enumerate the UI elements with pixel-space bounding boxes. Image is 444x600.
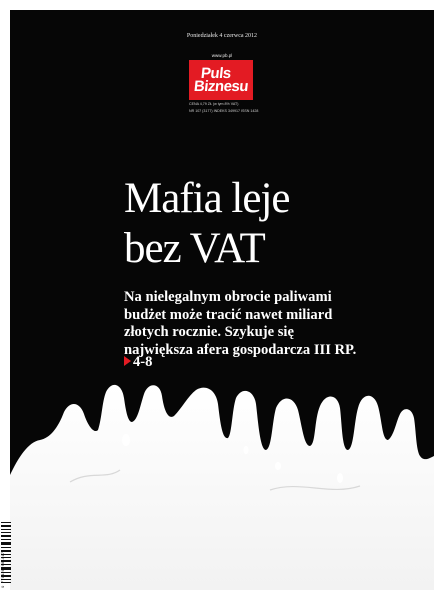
oil-droplet [122,434,130,446]
website-url[interactable]: www.pb.pl [211,53,233,58]
oil-droplet [275,462,281,470]
logo-word-puls: Puls [200,65,232,82]
cover-background [10,10,434,590]
issue-date: Poniedziałek 4 czerwca 2012 [186,33,258,39]
headline-line-1: Mafia leje [124,175,290,222]
logo-word-biznesu: Biznesu [193,78,249,95]
oil-droplet [244,446,249,454]
lead-line-3: złotych rocznie. Szykuje się [124,324,294,340]
page-reference-number: 4-8 [133,354,153,370]
barcode-number: 9 771428 081117 [2,551,6,588]
white-drip-shape [10,385,434,590]
lead-line-2: budżet może tracić nawet miliard [124,306,333,323]
headline-line-2: bez VAT [124,225,265,272]
lead-line-4: największa afera gospodarcza III RP. [124,341,357,358]
issue-line: NR 107 (3177) INDEKS 349917 ISSN 1428 [189,109,259,113]
price-line: CENA 4,79 ZŁ (w tym 8% VAT) [189,102,239,106]
oil-droplet [337,473,343,483]
lead-line-1: Na nielegalnym obrocie paliwami [124,289,332,305]
oil-drip-illustration [10,10,434,590]
